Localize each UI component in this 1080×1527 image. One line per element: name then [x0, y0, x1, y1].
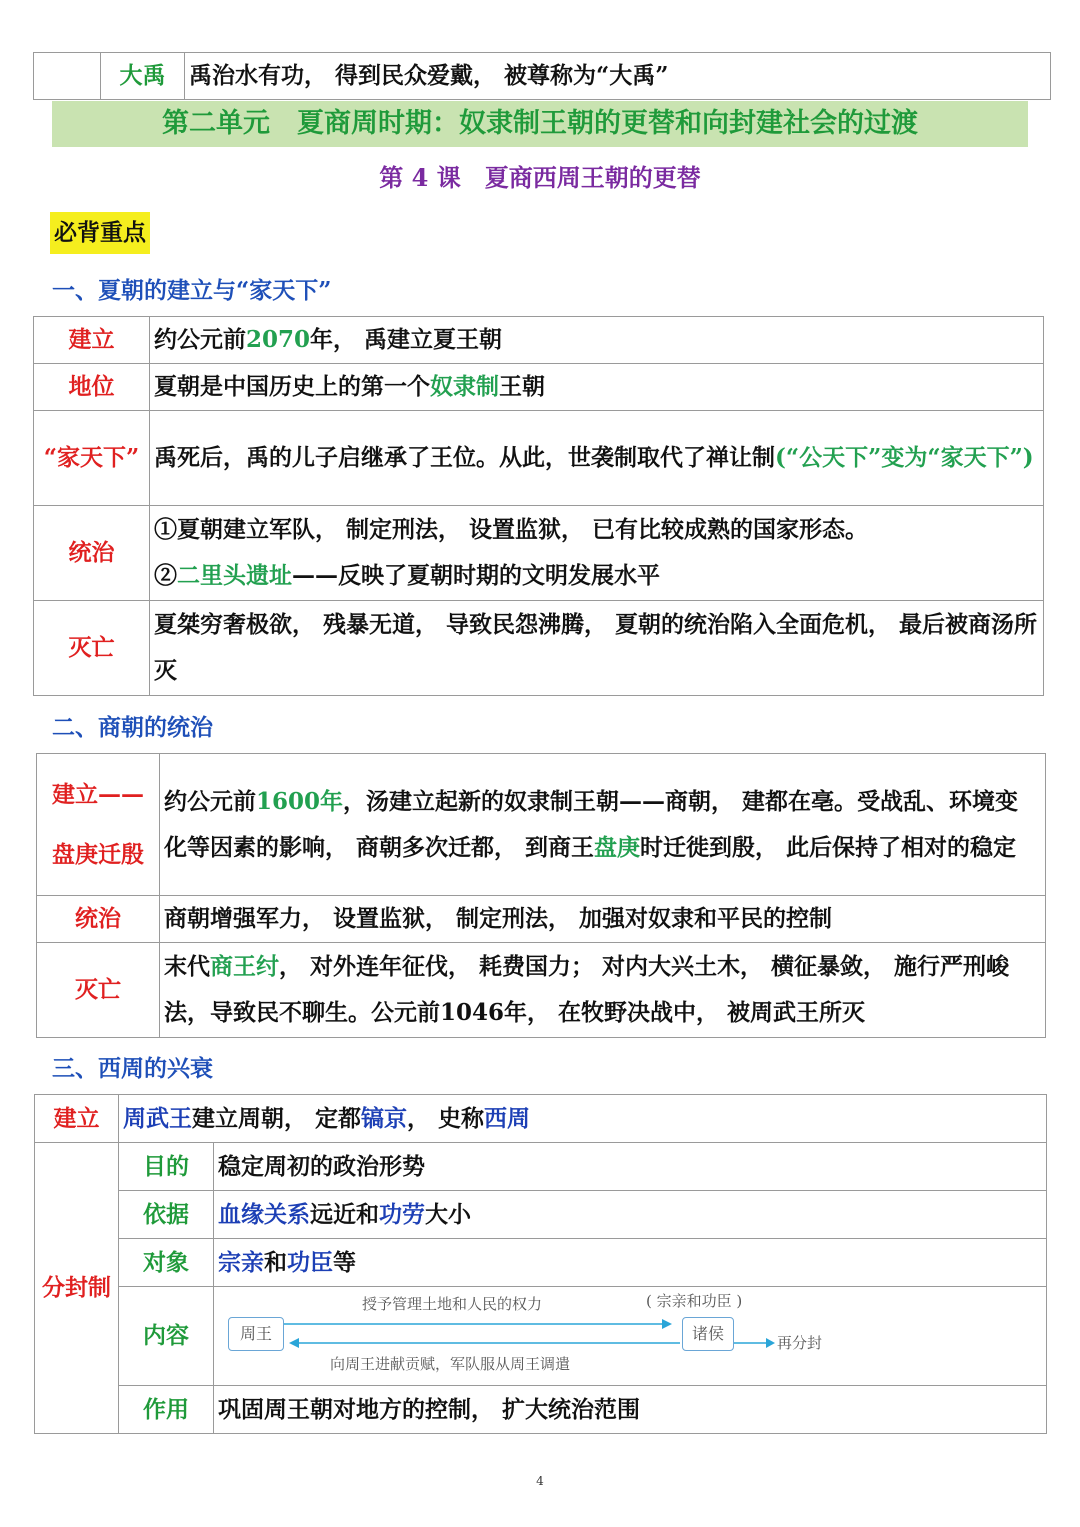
page-number: 4	[536, 1474, 544, 1488]
top-arrow-label: 授予管理土地和人民的权力	[362, 1295, 543, 1313]
xia-establish-label: 建立	[34, 317, 150, 364]
vassal-box: 诸侯	[682, 1317, 734, 1351]
top-table	[33, 52, 1051, 100]
fengjian-label: 分封制	[35, 1143, 119, 1434]
fengjian-purpose-label: 目的	[119, 1143, 214, 1191]
vassal-note: ( 宗亲和功臣 )	[646, 1292, 743, 1310]
xia-fall-text: 夏桀穷奢极欲， 残暴无道， 导致民怨沸腾， 夏朝的统治陷入全面危机， 最后被商汤所灭	[150, 601, 1044, 696]
section-3-title: 三、西周的兴衰	[52, 1055, 213, 1082]
shang-establish-label: 建立—— 盘庚迁殷	[37, 754, 160, 896]
top-empty-cell	[34, 53, 101, 100]
shang-rule-text: 商朝增强军力， 设置监狱， 制定刑法， 加强对奴隶和平民的控制	[160, 896, 1046, 943]
fengjian-purpose-text: 稳定周初的政治形势	[214, 1143, 1047, 1191]
zhou-establish-text: 周武王建立周朝， 定都镐京， 史称西周	[119, 1095, 1047, 1143]
section-3-table	[34, 1094, 1047, 1434]
fengjian-target-label: 对象	[119, 1239, 214, 1287]
shang-establish-text: 约公元前1600年，汤建立起新的奴隶制王朝——商朝， 建都在亳。受战乱、环境变化等因素的影响， 商朝多次迁都， 到商王盘庚时迁徙到殷， 此后保持了相对的稳定	[160, 754, 1046, 896]
xia-rule-label: 统治	[34, 506, 150, 601]
section-2-title: 二、商朝的统治	[52, 714, 213, 741]
zhou-king-box: 周王	[228, 1317, 284, 1351]
key-points-badge: 必背重点	[50, 212, 150, 254]
unit-title: 第二单元 夏商周时期：奴隶制王朝的更替和向封建社会的过渡	[52, 101, 1028, 147]
zhou-establish-label: 建立	[35, 1095, 119, 1143]
top-row-text: 禹治水有功， 得到民众爱戴， 被尊称为“大禹”	[185, 53, 1051, 100]
fengjian-target-text: 宗亲和功臣等	[214, 1239, 1047, 1287]
shang-fall-text: 末代商王纣， 对外连年征伐， 耗费国力； 对内大兴土木， 横征暴敛， 施行严刑峻法，导致民不聊生。公元前1046年， 在牧野决战中， 被周武王所灭	[160, 943, 1046, 1038]
xia-jiatianxia-label: “家天下”	[34, 411, 150, 506]
xia-jiatianxia-text: 禹死后，禹的儿子启继承了王位。从此，世袭制取代了禅让制(“公天下”变为“家天下”)	[150, 411, 1044, 506]
resubdivide-label: 再分封	[777, 1334, 823, 1352]
fengjian-effect-text: 巩固周王朝对地方的控制， 扩大统治范围	[214, 1386, 1047, 1434]
bottom-arrow-label: 向周王进献贡赋，军队服从周王调遣	[330, 1355, 571, 1373]
fengjian-basis-label: 依据	[119, 1191, 214, 1239]
fengjian-basis-text: 血缘关系远近和功劳大小	[214, 1191, 1047, 1239]
fengjian-content-diagram	[214, 1287, 1047, 1386]
top-arrow-head	[662, 1319, 672, 1329]
shang-rule-label: 统治	[37, 896, 160, 943]
top-row-label: 大禹	[101, 53, 185, 100]
section-1-title: 一、夏朝的建立与“家天下”	[52, 277, 332, 304]
bottom-arrow-head	[289, 1338, 299, 1348]
xia-fall-label: 灭亡	[34, 601, 150, 696]
xia-status-label: 地位	[34, 364, 150, 411]
xia-rule-text: ①夏朝建立军队， 制定刑法， 设置监狱， 已有比较成熟的国家形态。 ②二里头遗址——反映了夏朝时期的文明发展水平	[150, 506, 1044, 601]
shang-fall-label: 灭亡	[37, 943, 160, 1038]
fengjian-effect-label: 作用	[119, 1386, 214, 1434]
section-2-table	[36, 753, 1046, 1038]
xia-status-text: 夏朝是中国历史上的第一个奴隶制王朝	[150, 364, 1044, 411]
section-1-table	[33, 316, 1044, 696]
fengjian-content-label: 内容	[119, 1287, 214, 1386]
right-arrow-head	[766, 1338, 775, 1348]
lesson-title: 第 4 课 夏商西周王朝的更替	[379, 163, 701, 192]
xia-establish-text: 约公元前2070年， 禹建立夏王朝	[150, 317, 1044, 364]
